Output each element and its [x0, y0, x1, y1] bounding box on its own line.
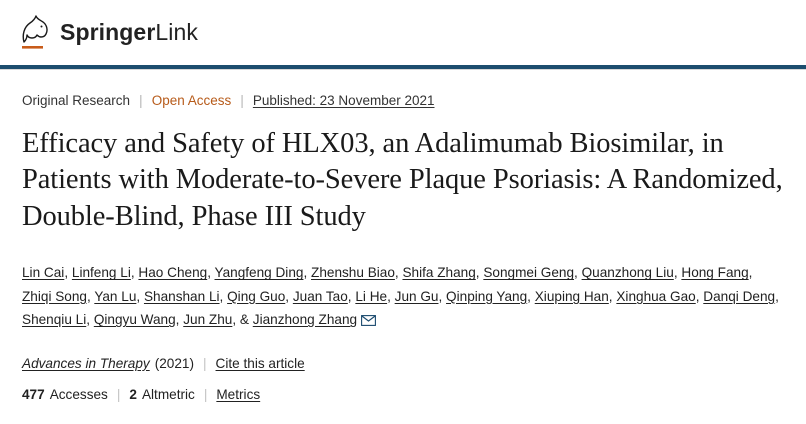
author-ampersand: & [239, 312, 253, 328]
author-link[interactable]: Jun Zhu [183, 312, 233, 328]
article-meta [22, 92, 784, 108]
journal-name-link[interactable]: Advances in Therapy [22, 355, 150, 371]
author-separator: , [175, 312, 184, 328]
authors-container [22, 265, 779, 327]
author-separator: , [130, 265, 139, 281]
article-type: Original Research [22, 92, 131, 108]
accesses-label: Accesses [49, 386, 108, 402]
author-link[interactable]: Shenqiu Li [22, 312, 87, 328]
author-link[interactable]: Qingyu Wang [93, 312, 176, 328]
author-link[interactable]: Zhiqi Song [22, 288, 87, 304]
meta-divider: | [240, 92, 244, 108]
author-list [22, 261, 782, 333]
author-link[interactable]: Lin Cai [22, 265, 65, 281]
metrics-divider: | [116, 386, 121, 402]
author-link[interactable]: Qing Guo [227, 288, 286, 304]
metrics-divider: | [203, 386, 208, 402]
author-separator: , [87, 288, 95, 304]
author-separator: , [475, 265, 484, 281]
author-separator: , [232, 312, 240, 328]
author-link[interactable]: Shifa Zhang [402, 265, 476, 281]
author-separator: , [695, 288, 704, 304]
author-separator: , [303, 265, 312, 281]
open-access-badge: Open Access [151, 92, 232, 108]
cite-this-article-link[interactable]: Cite this article [215, 355, 305, 371]
meta-divider: | [139, 92, 143, 108]
envelope-icon[interactable] [361, 310, 376, 333]
author-link[interactable]: Danqi Deng [703, 288, 776, 304]
brand-link: Link [155, 19, 198, 45]
author-link[interactable]: Li He [355, 288, 388, 304]
author-link[interactable]: Xiuping Han [534, 288, 609, 304]
author-separator: , [748, 265, 753, 281]
author-link[interactable]: Shanshan Li [143, 288, 220, 304]
author-separator: , [438, 288, 447, 304]
published-date[interactable]: Published: 23 November 2021 [252, 92, 435, 108]
site-header [0, 0, 806, 65]
author-separator: , [219, 288, 228, 304]
author-link[interactable]: Yangfeng Ding [214, 265, 304, 281]
author-separator: , [86, 312, 94, 328]
author-separator: , [285, 288, 293, 304]
journal-line [22, 356, 784, 371]
author-link[interactable]: Yan Lu [94, 288, 137, 304]
author-link[interactable]: Songmei Geng [483, 265, 575, 281]
author-separator: , [207, 265, 215, 281]
springerlink-logo-link[interactable] [18, 13, 198, 53]
author-link[interactable]: Zhenshu Biao [311, 265, 395, 281]
springer-horse-logo-icon [18, 13, 52, 53]
author-separator: , [64, 265, 72, 281]
author-link[interactable]: Juan Tao [292, 288, 348, 304]
brand-springer: Springer [60, 19, 156, 45]
accesses-count: 477 [22, 386, 45, 402]
author-link[interactable]: Jun Gu [394, 288, 439, 304]
author-separator: , [136, 288, 144, 304]
article-content [0, 70, 806, 402]
author-separator: , [347, 288, 356, 304]
journal-year: (2021) [154, 355, 194, 371]
author-separator: , [387, 288, 395, 304]
metrics-link[interactable]: Metrics [216, 386, 261, 402]
author-link[interactable]: Hong Fang [681, 265, 749, 281]
author-separator: , [608, 288, 617, 304]
author-link[interactable]: Qinping Yang [446, 288, 528, 304]
page-title: Efficacy and Safety of HLX03, an Adalimumab Biosimilar, in Patients with Moderate-to-Severe Plaque Psoriasis: A Randomized, Double-Blind, Phase III Study [22, 128, 783, 232]
journal-divider: | [203, 355, 207, 371]
author-link[interactable]: Hao Cheng [138, 265, 208, 281]
author-link[interactable]: Linfeng Li [71, 265, 131, 281]
altmetric-label: Altmetric [141, 386, 195, 402]
author-link[interactable]: Quanzhong Liu [581, 265, 674, 281]
author-separator: , [394, 265, 403, 281]
altmetric-count: 2 [129, 386, 137, 402]
author-separator: , [775, 288, 779, 304]
metrics-line [22, 387, 784, 402]
author-separator: , [673, 265, 682, 281]
author-separator: , [527, 288, 535, 304]
author-separator: , [574, 265, 582, 281]
author-link-corresponding[interactable]: Jianzhong Zhang [252, 312, 358, 328]
brand-wordmark [60, 21, 198, 44]
author-link[interactable]: Xinghua Gao [616, 288, 696, 304]
